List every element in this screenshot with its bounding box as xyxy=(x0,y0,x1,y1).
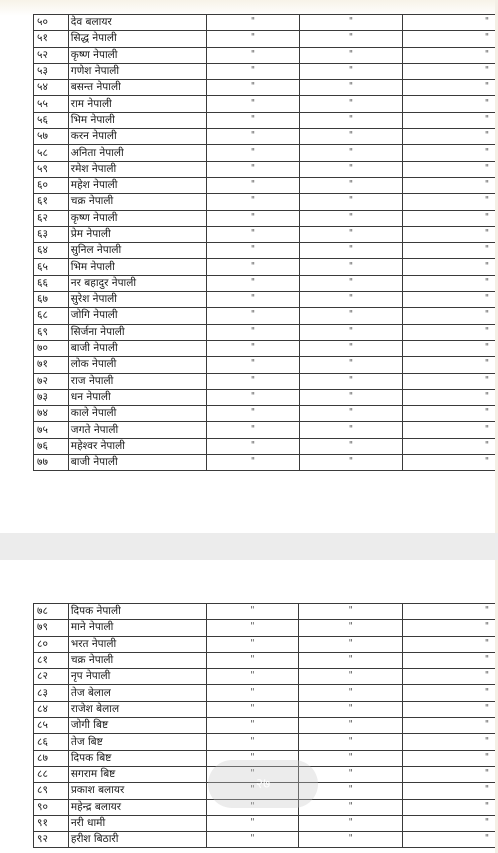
row-name: हरीश बिठारी xyxy=(68,832,206,848)
row-name: सिर्जना नेपाली xyxy=(68,324,206,340)
table-row xyxy=(34,389,498,405)
ditto-mark: " xyxy=(207,340,299,356)
table-row xyxy=(34,80,498,96)
ditto-mark: " xyxy=(403,31,498,47)
ditto-mark: " xyxy=(299,832,403,848)
ditto-mark: " xyxy=(207,194,299,210)
ditto-mark: " xyxy=(403,389,498,405)
ditto-mark: " xyxy=(207,47,299,63)
ditto-mark: " xyxy=(299,604,403,620)
ditto-mark: " xyxy=(299,815,403,831)
row-name: चक्र नेपाली xyxy=(68,194,206,210)
row-name: महेन्द्र बलायर xyxy=(68,799,206,815)
table-row xyxy=(34,718,498,734)
ditto-mark: " xyxy=(207,15,299,31)
ditto-mark: " xyxy=(299,340,403,356)
ditto-mark: " xyxy=(299,80,403,96)
ditto-mark: " xyxy=(403,604,498,620)
ditto-mark: " xyxy=(299,129,403,145)
ditto-mark: " xyxy=(403,80,498,96)
ditto-mark: " xyxy=(206,701,299,717)
watermark-badge: २७ xyxy=(208,760,318,808)
row-name: तेज बिष्ट xyxy=(68,734,206,750)
row-number: ८८ xyxy=(34,766,69,782)
row-name: सुरेश नेपाली xyxy=(68,292,206,308)
ditto-mark: " xyxy=(403,766,498,782)
ditto-mark: " xyxy=(403,422,498,438)
table-row xyxy=(34,15,498,31)
ditto-mark: " xyxy=(299,406,403,422)
row-number: ६३ xyxy=(34,226,69,242)
table-row xyxy=(34,652,498,668)
register-table-2 xyxy=(33,603,498,848)
ditto-mark: " xyxy=(299,357,403,373)
table-row xyxy=(34,438,498,454)
ditto-mark: " xyxy=(403,177,498,193)
ditto-mark: " xyxy=(207,226,299,242)
ditto-mark: " xyxy=(299,259,403,275)
ditto-mark: " xyxy=(403,63,498,79)
row-name: चक्र नेपाली xyxy=(68,652,206,668)
table-row xyxy=(34,243,498,259)
ditto-mark: " xyxy=(207,422,299,438)
ditto-mark: " xyxy=(207,96,299,112)
row-name: धन नेपाली xyxy=(68,389,206,405)
table-row xyxy=(34,210,498,226)
ditto-mark: " xyxy=(206,620,299,636)
ditto-mark: " xyxy=(299,373,403,389)
ditto-mark: " xyxy=(207,80,299,96)
ditto-mark: " xyxy=(299,210,403,226)
ditto-mark: " xyxy=(403,324,498,340)
ditto-mark: " xyxy=(207,324,299,340)
ditto-mark: " xyxy=(299,31,403,47)
row-number: ६० xyxy=(34,177,69,193)
ditto-mark: " xyxy=(403,292,498,308)
table-row xyxy=(34,112,498,128)
ditto-mark: " xyxy=(403,799,498,815)
ditto-mark: " xyxy=(299,292,403,308)
ditto-mark: " xyxy=(299,636,403,652)
ditto-mark: " xyxy=(207,275,299,291)
table-row xyxy=(34,734,498,750)
ditto-mark: " xyxy=(403,308,498,324)
table-row xyxy=(34,340,498,356)
ditto-mark: " xyxy=(207,438,299,454)
ditto-mark: " xyxy=(403,734,498,750)
table-row xyxy=(34,177,498,193)
ditto-mark: " xyxy=(206,652,299,668)
ditto-mark: " xyxy=(207,63,299,79)
row-number: ८९ xyxy=(34,783,69,799)
row-number: ७७ xyxy=(34,455,69,471)
ditto-mark: " xyxy=(299,243,403,259)
row-name: जगते नेपाली xyxy=(68,422,206,438)
ditto-mark: " xyxy=(403,406,498,422)
table-row xyxy=(34,701,498,717)
table-row xyxy=(34,226,498,242)
table-row xyxy=(34,194,498,210)
table-row xyxy=(34,63,498,79)
row-name: भिम नेपाली xyxy=(68,112,206,128)
ditto-mark: " xyxy=(403,47,498,63)
ditto-mark: " xyxy=(299,422,403,438)
ditto-mark: " xyxy=(299,783,403,799)
table-row xyxy=(34,145,498,161)
ditto-mark: " xyxy=(403,636,498,652)
ditto-mark: " xyxy=(206,815,299,831)
ditto-mark: " xyxy=(403,685,498,701)
ditto-mark: " xyxy=(206,799,299,815)
ditto-mark: " xyxy=(403,701,498,717)
ditto-mark: " xyxy=(299,669,403,685)
ditto-mark: " xyxy=(403,455,498,471)
ditto-mark: " xyxy=(403,145,498,161)
table-row xyxy=(34,357,498,373)
row-number: ५४ xyxy=(34,80,69,96)
ditto-mark: " xyxy=(207,259,299,275)
ditto-mark: " xyxy=(207,292,299,308)
row-name: बसन्त नेपाली xyxy=(68,80,206,96)
row-number: ८० xyxy=(34,636,69,652)
row-number: ९२ xyxy=(34,832,69,848)
ditto-mark: " xyxy=(403,112,498,128)
ditto-mark: " xyxy=(403,275,498,291)
row-number: ६५ xyxy=(34,259,69,275)
ditto-mark: " xyxy=(403,161,498,177)
row-number: ५८ xyxy=(34,145,69,161)
ditto-mark: " xyxy=(206,604,299,620)
row-number: ८१ xyxy=(34,652,69,668)
ditto-mark: " xyxy=(206,832,299,848)
table-row xyxy=(34,275,498,291)
table-row xyxy=(34,604,498,620)
ditto-mark: " xyxy=(299,15,403,31)
table-row xyxy=(34,373,498,389)
ditto-mark: " xyxy=(207,406,299,422)
row-number: ७५ xyxy=(34,422,69,438)
ditto-mark: " xyxy=(403,652,498,668)
row-number: ८७ xyxy=(34,750,69,766)
row-number: ८६ xyxy=(34,734,69,750)
ditto-mark: " xyxy=(299,701,403,717)
row-number: ८२ xyxy=(34,669,69,685)
ditto-mark: " xyxy=(207,145,299,161)
ditto-mark: " xyxy=(403,620,498,636)
ditto-mark: " xyxy=(206,669,299,685)
row-number: ८४ xyxy=(34,701,69,717)
ditto-mark: " xyxy=(403,340,498,356)
row-name: भिम नेपाली xyxy=(68,259,206,275)
row-name: काले नेपाली xyxy=(68,406,206,422)
row-name: कृष्ण नेपाली xyxy=(68,47,206,63)
ditto-mark: " xyxy=(206,636,299,652)
row-number: ७२ xyxy=(34,373,69,389)
row-name: गणेश नेपाली xyxy=(68,63,206,79)
table-row xyxy=(34,406,498,422)
row-name: राजेश बेलाल xyxy=(68,701,206,717)
row-name: लोक नेपाली xyxy=(68,357,206,373)
table-row xyxy=(34,31,498,47)
row-number: ५६ xyxy=(34,112,69,128)
row-name: सगराम बिष्ट xyxy=(68,766,206,782)
table-row xyxy=(34,308,498,324)
row-name: अनिता नेपाली xyxy=(68,145,206,161)
table-row xyxy=(34,455,498,471)
ditto-mark: " xyxy=(299,145,403,161)
ditto-mark: " xyxy=(403,15,498,31)
row-number: ७९ xyxy=(34,620,69,636)
ditto-mark: " xyxy=(207,210,299,226)
ditto-mark: " xyxy=(206,766,299,782)
ditto-mark: " xyxy=(299,455,403,471)
ditto-mark: " xyxy=(206,783,299,799)
row-number: ७१ xyxy=(34,357,69,373)
row-name: दिपक बिष्ट xyxy=(68,750,206,766)
row-number: ५१ xyxy=(34,31,69,47)
row-name: दिपक नेपाली xyxy=(68,604,206,620)
ditto-mark: " xyxy=(299,63,403,79)
row-name: राम नेपाली xyxy=(68,96,206,112)
row-number: ५७ xyxy=(34,129,69,145)
row-number: ५२ xyxy=(34,47,69,63)
row-number: ६९ xyxy=(34,324,69,340)
row-number: ५० xyxy=(34,15,69,31)
row-number: ६२ xyxy=(34,210,69,226)
row-number: ६७ xyxy=(34,292,69,308)
table-row xyxy=(34,832,498,848)
ditto-mark: " xyxy=(207,357,299,373)
row-number: ६१ xyxy=(34,194,69,210)
row-name: करन नेपाली xyxy=(68,129,206,145)
row-number: ६४ xyxy=(34,243,69,259)
register-body-1 xyxy=(34,15,498,471)
row-name: माने नेपाली xyxy=(68,620,206,636)
table-row xyxy=(34,620,498,636)
document-page-2 xyxy=(0,560,498,853)
table-row xyxy=(34,815,498,831)
ditto-mark: " xyxy=(207,161,299,177)
ditto-mark: " xyxy=(403,815,498,831)
row-name: जोगि नेपाली xyxy=(68,308,206,324)
row-name: महेश्वर नेपाली xyxy=(68,438,206,454)
row-number: ६८ xyxy=(34,308,69,324)
table-row xyxy=(34,161,498,177)
row-number: ७४ xyxy=(34,406,69,422)
register-table-1 xyxy=(33,14,498,471)
row-name: नरी धामी xyxy=(68,815,206,831)
ditto-mark: " xyxy=(299,96,403,112)
ditto-mark: " xyxy=(299,194,403,210)
ditto-mark: " xyxy=(207,389,299,405)
ditto-mark: " xyxy=(207,455,299,471)
register-body-2 xyxy=(34,604,498,848)
ditto-mark: " xyxy=(403,357,498,373)
row-name: बाजी नेपाली xyxy=(68,340,206,356)
row-number: ९१ xyxy=(34,815,69,831)
ditto-mark: " xyxy=(403,373,498,389)
ditto-mark: " xyxy=(299,799,403,815)
row-name: कृष्ण नेपाली xyxy=(68,210,206,226)
table-row xyxy=(34,259,498,275)
ditto-mark: " xyxy=(299,718,403,734)
table-row xyxy=(34,422,498,438)
row-number: ७३ xyxy=(34,389,69,405)
table-row xyxy=(34,685,498,701)
ditto-mark: " xyxy=(207,308,299,324)
ditto-mark: " xyxy=(206,685,299,701)
row-name: जोगी बिष्ट xyxy=(68,718,206,734)
ditto-mark: " xyxy=(299,275,403,291)
ditto-mark: " xyxy=(207,112,299,128)
row-number: ९० xyxy=(34,799,69,815)
ditto-mark: " xyxy=(403,783,498,799)
ditto-mark: " xyxy=(299,177,403,193)
table-row xyxy=(34,47,498,63)
ditto-mark: " xyxy=(299,161,403,177)
ditto-mark: " xyxy=(206,734,299,750)
row-name: प्रकाश बलायर xyxy=(68,783,206,799)
row-name: प्रेम नेपाली xyxy=(68,226,206,242)
ditto-mark: " xyxy=(299,652,403,668)
ditto-mark: " xyxy=(403,259,498,275)
ditto-mark: " xyxy=(206,750,299,766)
table-row xyxy=(34,324,498,340)
row-name: राज नेपाली xyxy=(68,373,206,389)
row-number: ७६ xyxy=(34,438,69,454)
ditto-mark: " xyxy=(403,96,498,112)
table-row xyxy=(34,292,498,308)
ditto-mark: " xyxy=(299,389,403,405)
ditto-mark: " xyxy=(403,243,498,259)
ditto-mark: " xyxy=(403,194,498,210)
ditto-mark: " xyxy=(403,438,498,454)
row-number: ७८ xyxy=(34,604,69,620)
ditto-mark: " xyxy=(299,226,403,242)
ditto-mark: " xyxy=(299,750,403,766)
row-number: ८५ xyxy=(34,718,69,734)
ditto-mark: " xyxy=(299,438,403,454)
row-number: ५९ xyxy=(34,161,69,177)
ditto-mark: " xyxy=(299,308,403,324)
ditto-mark: " xyxy=(207,31,299,47)
ditto-mark: " xyxy=(207,129,299,145)
row-number: ७० xyxy=(34,340,69,356)
ditto-mark: " xyxy=(206,718,299,734)
ditto-mark: " xyxy=(403,750,498,766)
ditto-mark: " xyxy=(299,734,403,750)
ditto-mark: " xyxy=(207,177,299,193)
ditto-mark: " xyxy=(299,47,403,63)
table-row xyxy=(34,636,498,652)
row-name: देव बलायर xyxy=(68,15,206,31)
row-name: सिद्ध नेपाली xyxy=(68,31,206,47)
table-row xyxy=(34,669,498,685)
ditto-mark: " xyxy=(403,669,498,685)
ditto-mark: " xyxy=(299,324,403,340)
row-name: तेज बेलाल xyxy=(68,685,206,701)
row-name: बाजी नेपाली xyxy=(68,455,206,471)
ditto-mark: " xyxy=(207,373,299,389)
row-name: महेश नेपाली xyxy=(68,177,206,193)
ditto-mark: " xyxy=(207,243,299,259)
table-row xyxy=(34,129,498,145)
row-name: सुनिल नेपाली xyxy=(68,243,206,259)
ditto-mark: " xyxy=(299,620,403,636)
ditto-mark: " xyxy=(299,766,403,782)
row-name: रमेश नेपाली xyxy=(68,161,206,177)
ditto-mark: " xyxy=(403,129,498,145)
row-number: ८३ xyxy=(34,685,69,701)
row-number: ५३ xyxy=(34,63,69,79)
ditto-mark: " xyxy=(299,685,403,701)
row-name: भरत नेपाली xyxy=(68,636,206,652)
table-row xyxy=(34,96,498,112)
row-name: नर बहादुर नेपाली xyxy=(68,275,206,291)
row-number: ६६ xyxy=(34,275,69,291)
ditto-mark: " xyxy=(403,718,498,734)
ditto-mark: " xyxy=(403,226,498,242)
row-name: नृप नेपाली xyxy=(68,669,206,685)
ditto-mark: " xyxy=(403,210,498,226)
row-number: ५५ xyxy=(34,96,69,112)
ditto-mark: " xyxy=(299,112,403,128)
ditto-mark: " xyxy=(403,832,498,848)
